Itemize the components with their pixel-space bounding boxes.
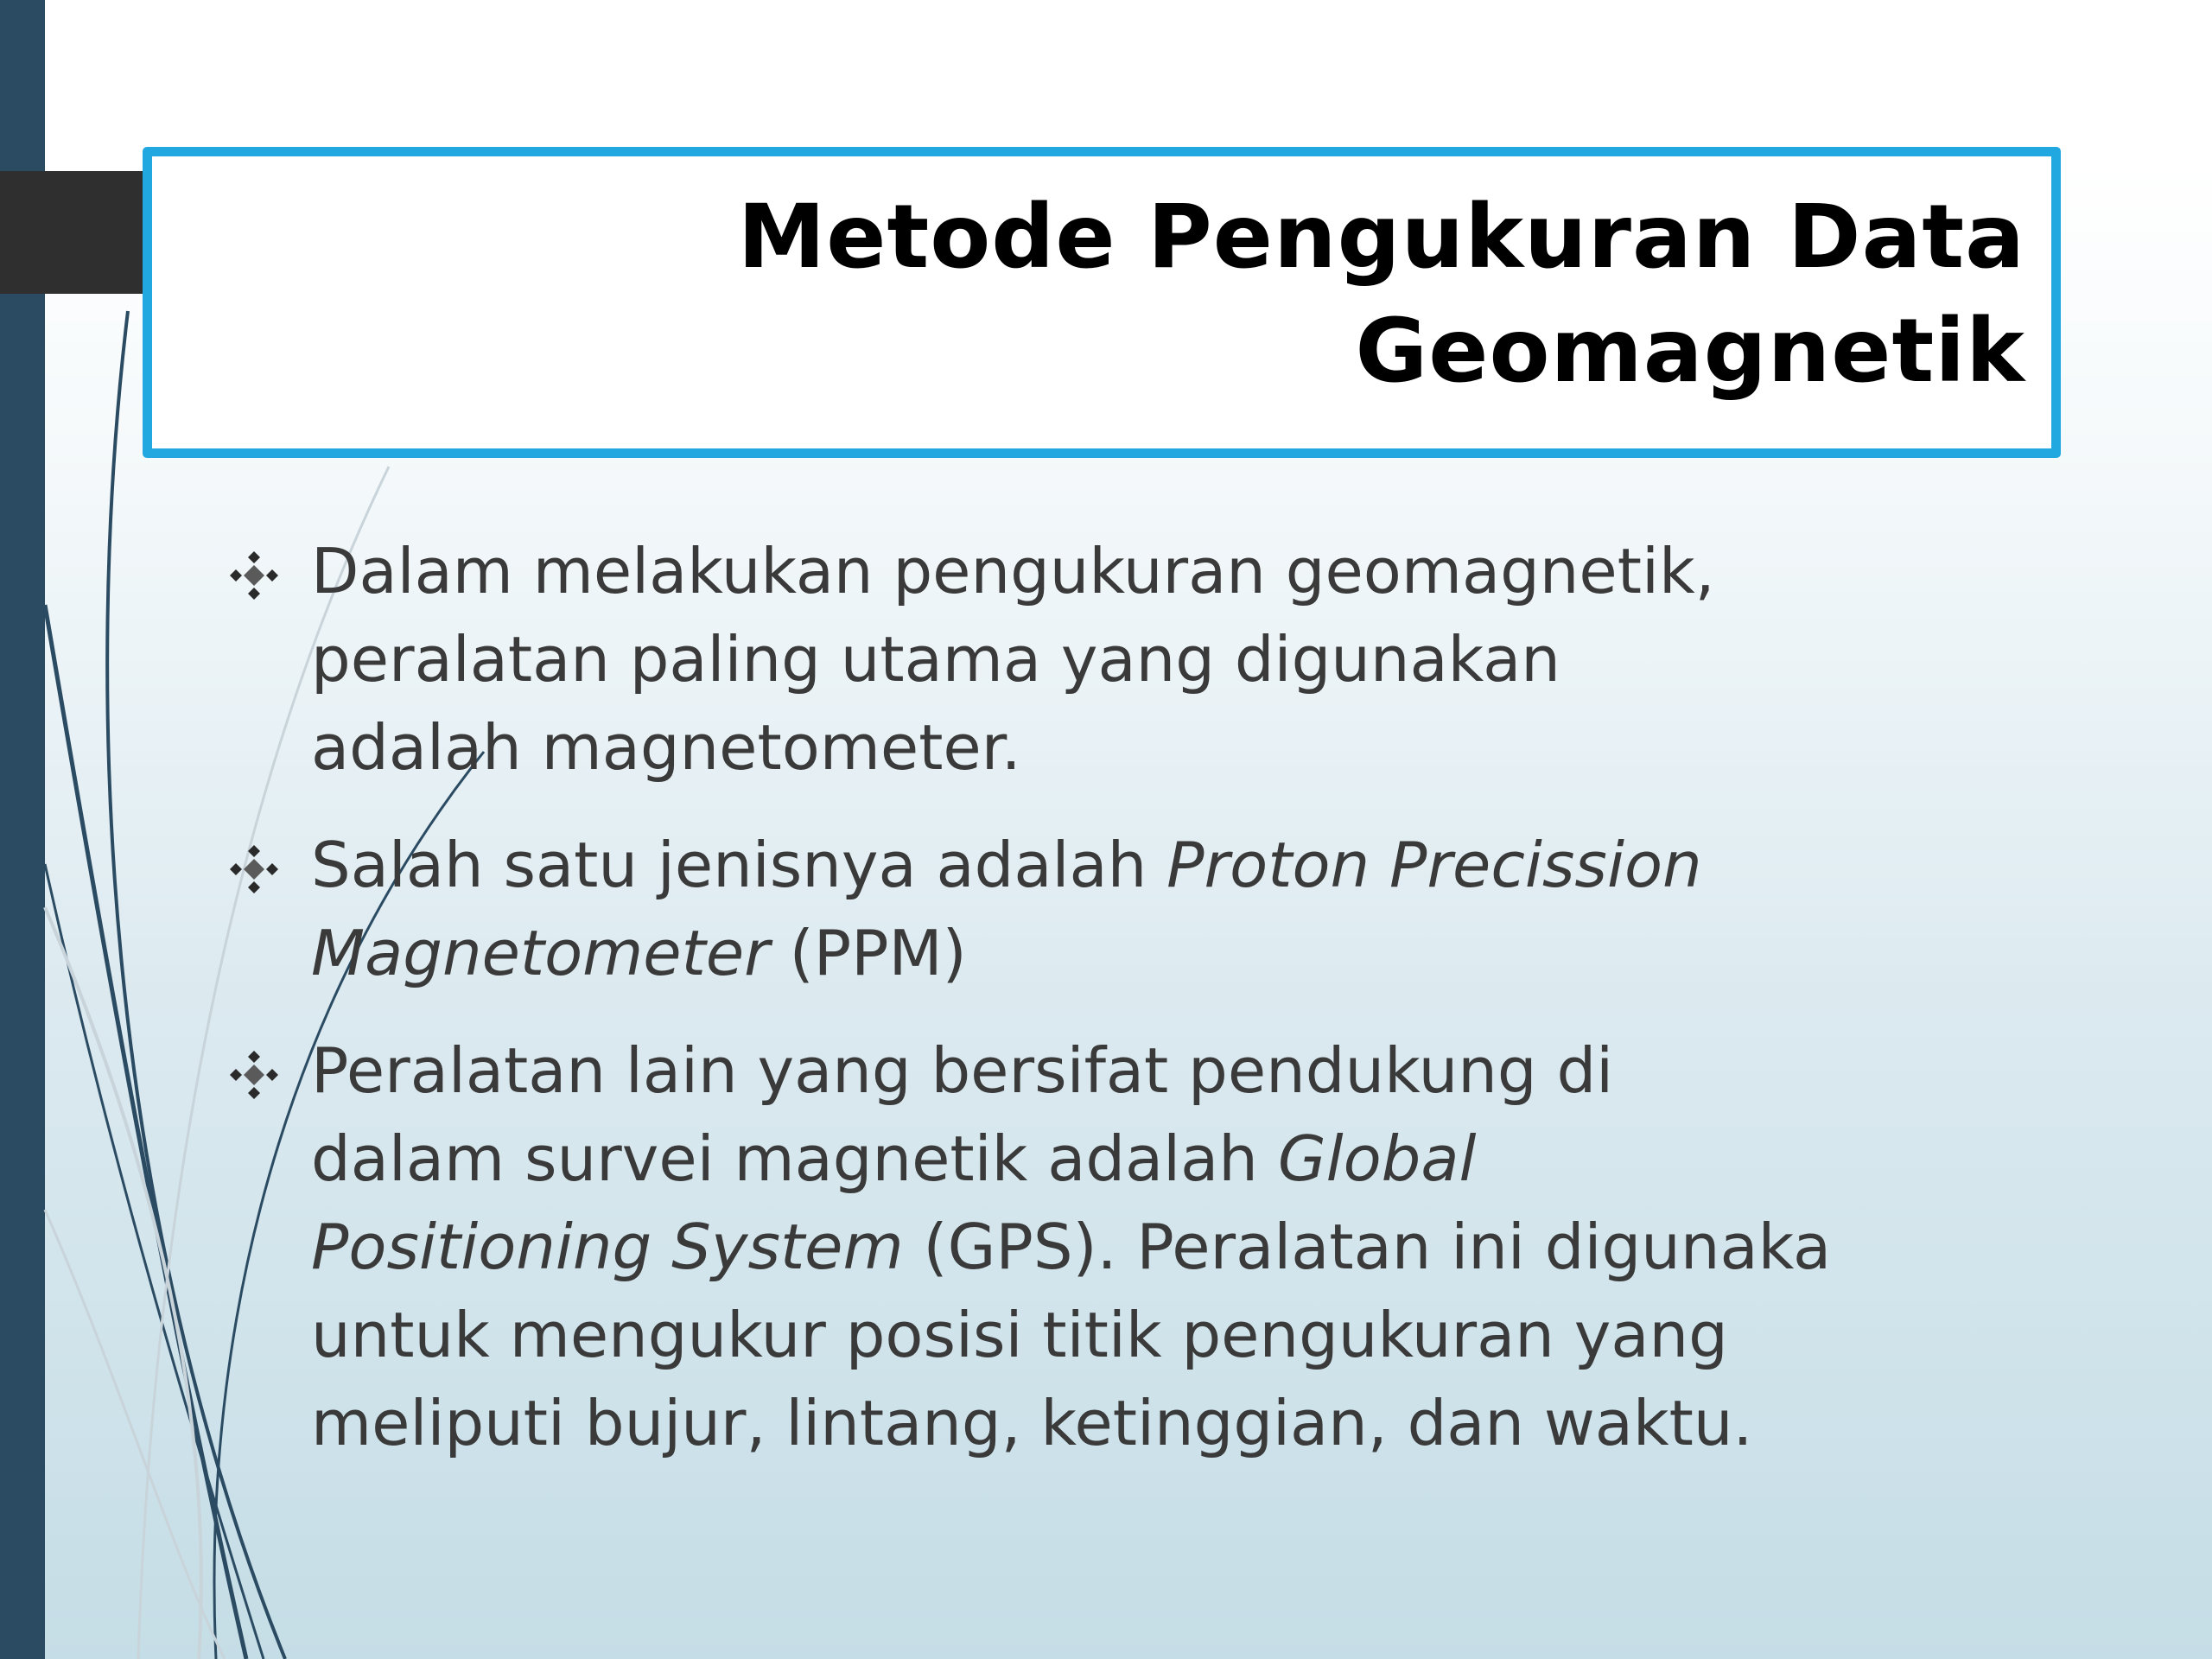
bullet-item-1 xyxy=(225,527,2091,791)
bullet-1-line-2: peralatan paling utama yang digunakan xyxy=(311,623,1560,696)
title-box xyxy=(143,147,2061,458)
diamond-bullet-icon xyxy=(225,840,283,899)
diamond-bullet-icon xyxy=(225,546,283,605)
bullet-3-italic-b: Positioning System xyxy=(311,1211,904,1283)
bullet-3-line-4: untuk mengukur posisi titik pengukuran yang xyxy=(311,1299,1728,1371)
bullet-2-text-a: Salah satu jenisnya adalah xyxy=(311,829,1167,901)
bullet-item-3 xyxy=(225,1027,2091,1467)
bullet-2-italic-a: Proton Precission xyxy=(1166,829,1702,901)
bullet-2-italic-b: Magnetometer xyxy=(311,917,770,989)
bullet-1-line-3: adalah magnetometer. xyxy=(311,711,1021,784)
bullet-1-line-1: Dalam melakukan pengukuran geomagnetik, xyxy=(311,535,1715,607)
slide-title-line1: Metode Pengukuran Data xyxy=(737,186,2025,289)
bullet-3-text-b: (GPS). Peralatan ini digunaka xyxy=(903,1211,1832,1283)
diamond-bullet-icon xyxy=(225,1046,283,1104)
bullet-3-line-5: meliputi bujur, lintang, ketinggian, dan waktu. xyxy=(311,1387,1753,1459)
bullet-3-italic-a: Global xyxy=(1277,1122,1477,1195)
slide-title-line2: Geomagnetik xyxy=(1355,300,2025,403)
slide-title xyxy=(738,181,2025,409)
bullet-item-2 xyxy=(225,821,2091,997)
bullet-2-text-b: (PPM) xyxy=(769,917,967,989)
bullet-3-text-a: dalam survei magnetik adalah xyxy=(311,1122,1278,1195)
bullet-list xyxy=(225,527,2091,1497)
title-tab xyxy=(0,171,147,294)
bullet-3-line-1: Peralatan lain yang bersifat pendukung di xyxy=(311,1034,1614,1107)
